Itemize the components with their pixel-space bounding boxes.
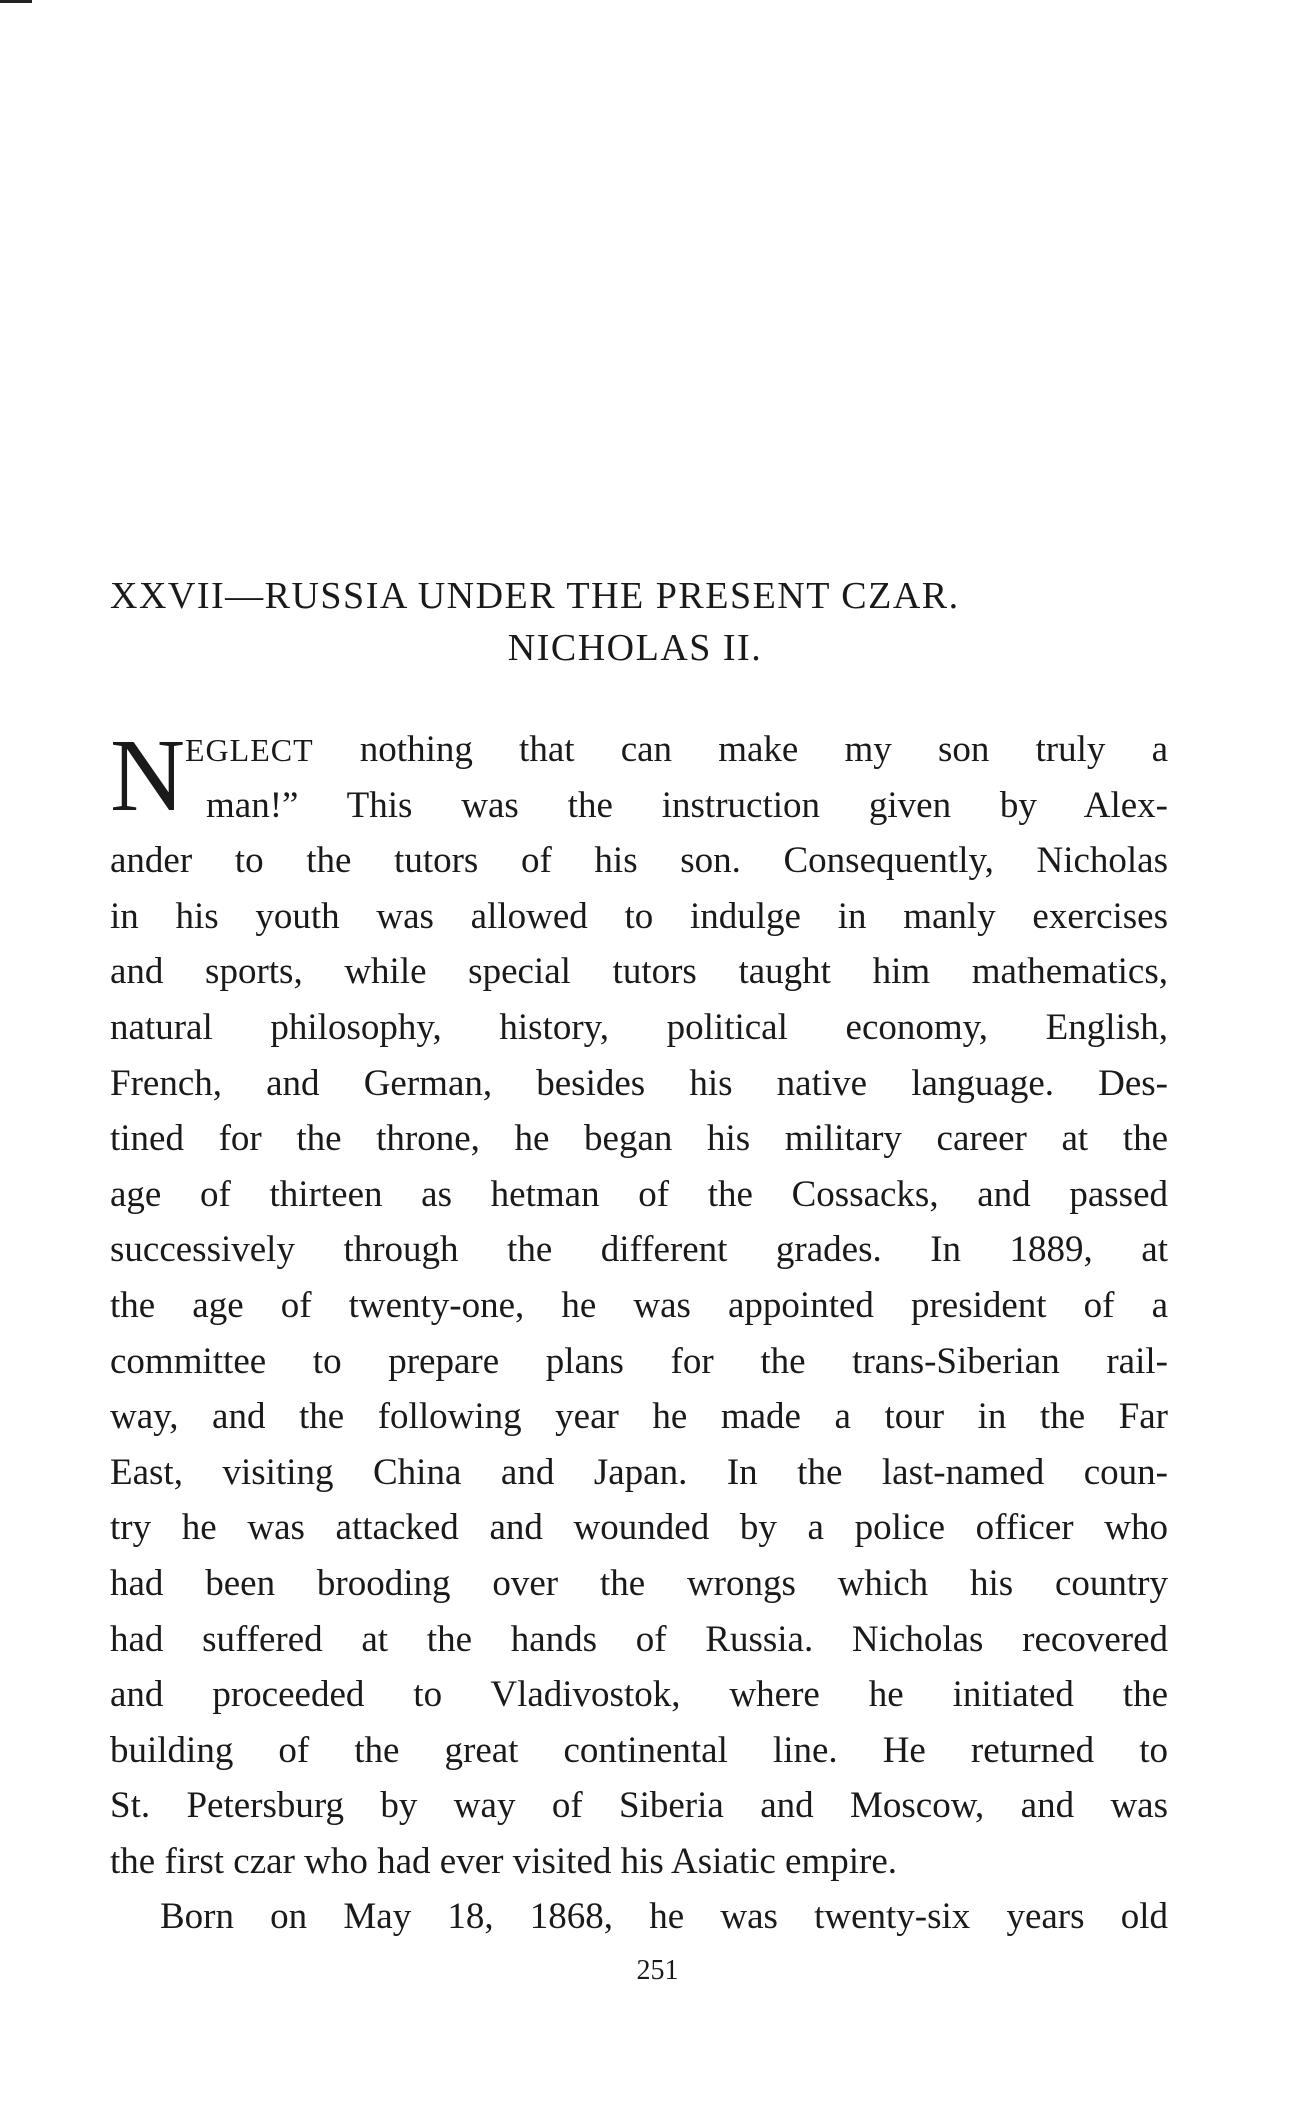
body-line-7: French, and German, besides his native language. Des- [110,1062,1168,1104]
body-line-6: natural philosophy, history, political economy, English, [110,1006,1168,1048]
body-line-10: successively through the different grades. In 1889, at [110,1229,1168,1271]
chapter-title-line-1: XXVII—RUSSIA UNDER THE PRESENT CZAR. [110,575,960,617]
drop-cap: N [110,718,186,833]
body-line-20: St. Petersburg by way of Siberia and Moscow, and was [110,1785,1168,1827]
chapter-body [110,718,1168,1945]
body-line-4: in his youth was allowed to indulge in manly exercises [110,895,1168,937]
scan-corner-mark [0,0,32,3]
body-line-14: East, visiting China and Japan. In the last-named coun- [110,1451,1168,1493]
body-line-18: and proceeded to Vladivostok, where he initiated the [110,1674,1168,1716]
body-line-11: the age of twenty-one, he was appointed president of a [110,1284,1168,1326]
opening-caps: EGLECT [185,732,314,768]
body-line-5: and sports, while special tutors taught him mathematics, [110,951,1168,993]
body-line-21: the first czar who had ever visited his Asiatic empire. [110,1840,898,1882]
body-line-2: man!” This was the instruction given by Alex- [206,784,1168,826]
body-line-1-text: nothing that can make my son truly a [313,729,1168,770]
body-line-12: committee to prepare plans for the trans-Siberian rail- [110,1340,1168,1382]
body-line-9: age of thirteen as hetman of the Cossacks, and passed [110,1173,1168,1215]
body-line-13: way, and the following year he made a tour in the Far [110,1396,1168,1438]
body-line-16: had been brooding over the wrongs which his country [110,1562,1168,1604]
body-line-17: had suffered at the hands of Russia. Nicholas recovered [110,1618,1168,1660]
body-line-8: tined for the throne, he began his military career at the [110,1118,1168,1160]
body-line-3: ander to the tutors of his son. Consequently, Nicholas [110,840,1168,882]
chapter-title-line-2: NICHOLAS II. [507,627,763,669]
page-number: 251 [636,1955,679,1986]
body-line-19: building of the great continental line. He returned to [110,1729,1168,1771]
body-line-22: Born on May 18, 1868, he was twenty-six years old [160,1896,1168,1938]
body-line-15: try he was attacked and wounded by a police officer who [110,1507,1168,1549]
chapter-heading [100,570,1170,674]
